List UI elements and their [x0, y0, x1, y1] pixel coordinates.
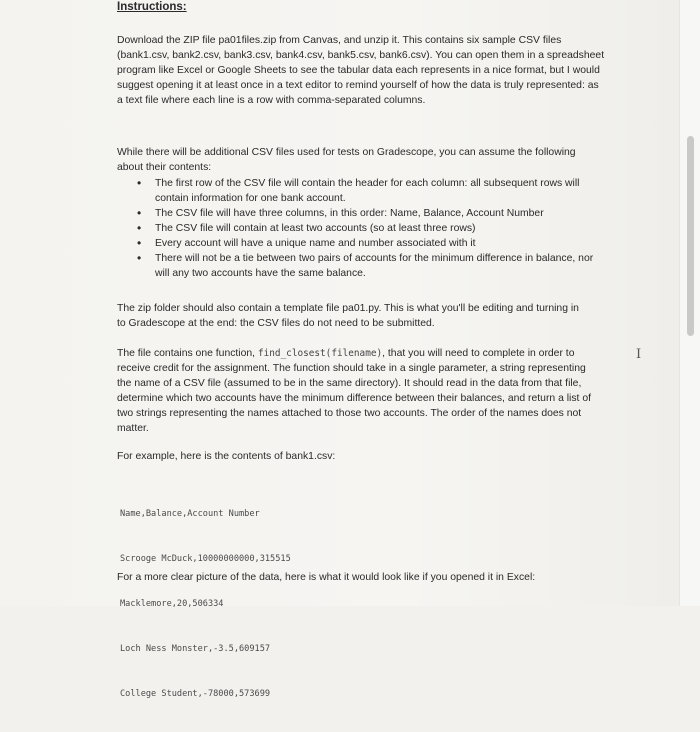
- list-item: • The first row of the CSV file will contain the header for each column: all subsequent rows will contain information for one bank account.: [137, 176, 580, 204]
- list-item: • There will not be a tie between two pairs of accounts for the minimum difference in balance, nor will any two accounts have the same balance.: [137, 251, 594, 279]
- assumptions-list: [117, 176, 607, 281]
- bullet-icon: •: [137, 251, 142, 265]
- csv-code-block: [120, 477, 291, 732]
- scrollbar-thumb[interactable]: [687, 136, 694, 336]
- paragraph-example: For example, here is the contents of bank1.csv:: [117, 451, 336, 462]
- list-item: • Every account will have a unique name and number associated with it: [137, 236, 476, 250]
- instructions-heading: Instructions:: [117, 1, 187, 13]
- bullet-icon: •: [137, 236, 142, 250]
- paragraph-download: Download the ZIP file pa01files.zip from Canvas, and unzip it. This contains six sample CSV files (bank1.csv, bank2.csv, bank3.csv, bank4.csv, bank5.csv, bank6.csv). You can open them in a spreadsheet program like Excel or Google Sheets to see the tabular data each represents in a nice format, but I would suggest opening it at least once in a text editor to remind yourself of how the data is truly represented: as a text file where each line is a row with comma-separated columns.: [117, 35, 605, 106]
- paragraph-excel: For a more clear picture of the data, here is what it would look like if you opened it in Excel:: [117, 572, 536, 583]
- paragraph-function: The file contains one function, find_closest(filename), that you will need to complete in order to receive credit for the assignment. The function should take in a single parameter, a string representing the name of a CSV file (assumed to be in the same directory). It should read in the data from that file, determine which two accounts have the minimum difference between their balances, and return a list of two strings representing the names attached to those two accounts. The order of the names does not matter.: [117, 348, 591, 434]
- code-line: Macklemore,20,506334: [120, 599, 224, 609]
- bullet-icon: •: [137, 221, 142, 235]
- code-line: Scrooge McDuck,10000000000,315515: [120, 554, 291, 564]
- code-line: Loch Ness Monster,-3.5,609157: [120, 644, 271, 654]
- text-cursor-icon: I: [636, 347, 642, 362]
- list-item: • The CSV file will have three columns, in this order: Name, Balance, Account Number: [137, 206, 544, 220]
- paragraph-assumptions-intro: While there will be additional CSV files used for tests on Gradescope, you can assume the following about their contents:: [117, 147, 576, 173]
- code-line: Name,Balance,Account Number: [120, 509, 260, 519]
- vertical-scrollbar[interactable]: [679, 0, 700, 606]
- function-signature: find_closest(filename): [257, 348, 383, 359]
- paragraph-template: The zip folder should also contain a template file pa01.py. This is what you'll be editing and turning in to Gradescope at the end: the CSV files do not need to be submitted.: [117, 303, 579, 329]
- bullet-icon: •: [137, 206, 142, 220]
- bullet-icon: •: [137, 176, 142, 190]
- code-line: College Student,-78000,573699: [120, 689, 271, 699]
- list-item: • The CSV file will contain at least two accounts (so at least three rows): [137, 221, 476, 235]
